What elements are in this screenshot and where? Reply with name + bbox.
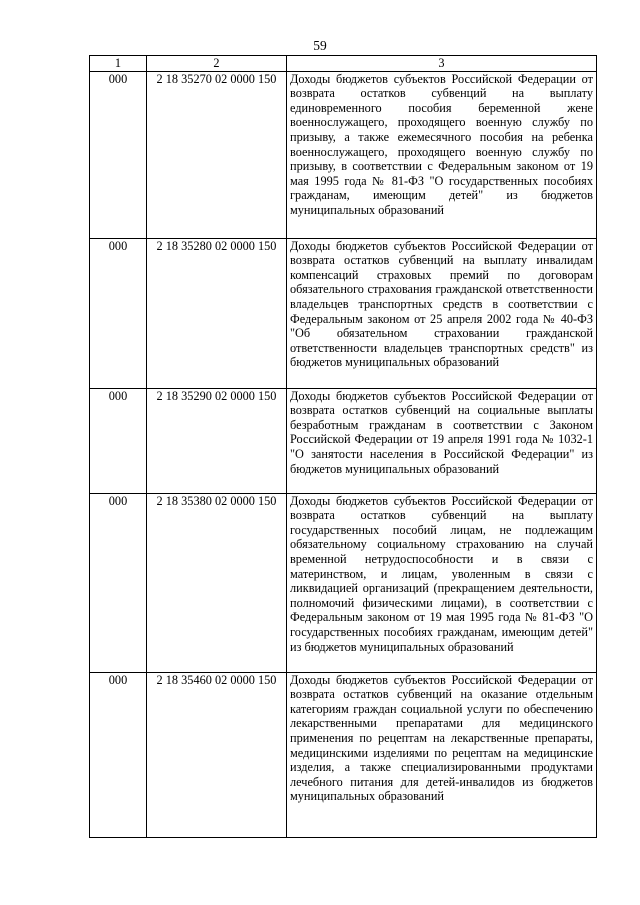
admin-code-cell: 000: [90, 238, 147, 388]
budget-revenue-table: [89, 55, 597, 838]
admin-code-cell: 000: [90, 71, 147, 238]
column-header-3: 3: [287, 56, 597, 72]
admin-code-cell: 000: [90, 493, 147, 672]
budget-code-cell: 2 18 35280 02 0000 150: [147, 238, 287, 388]
description-cell: Доходы бюджетов субъектов Российской Федерации от возврата остатков субвенций на выплату единовременного пособия беременной жене военнослужащего, проходящего военную службу по призыву, а также ежемесячного пособия на ребенка военнослужащего, проходящего военную службу по призыву, в соответствии с Федеральным законом от 19 мая 1995 года № 81-ФЗ "О государственных пособиях гражданам, имеющим детей" из бюджетов муниципальных образований: [287, 71, 597, 238]
budget-code-cell: 2 18 35290 02 0000 150: [147, 388, 287, 493]
description-cell: Доходы бюджетов субъектов Российской Федерации от возврата остатков субвенций на выплату инвалидам компенсаций страховых премий по договорам обязательного страхования гражданской ответственности владельцев транспортных средств в соответствии с Федеральным законом от 25 апреля 2002 года № 40-ФЗ "Об обязательном страховании гражданской ответственности владельцев транспортных средств" из бюджетов муниципальных образований: [287, 238, 597, 388]
description-cell: Доходы бюджетов субъектов Российской Федерации от возврата остатков субвенций на оказание отдельным категориям граждан социальной услуги по обеспечению лекарственными препаратами для медицинского применения по рецептам на лекарственные препараты, медицинскими изделиями по рецептам на медицинские изделия, а также специализированными продуктами лечебного питания для детей-инвалидов из бюджетов муниципальных образований: [287, 672, 597, 837]
table-header-row: [90, 56, 597, 72]
table-row: [90, 672, 597, 837]
budget-code-cell: 2 18 35380 02 0000 150: [147, 493, 287, 672]
table-row: [90, 388, 597, 493]
admin-code-cell: 000: [90, 672, 147, 837]
budget-code-cell: 2 18 35460 02 0000 150: [147, 672, 287, 837]
page-number: 59: [313, 38, 327, 53]
budget-code-cell: 2 18 35270 02 0000 150: [147, 71, 287, 238]
table-row: [90, 71, 597, 238]
admin-code-cell: 000: [90, 388, 147, 493]
column-header-1: 1: [90, 56, 147, 72]
column-header-2: 2: [147, 56, 287, 72]
description-cell: Доходы бюджетов субъектов Российской Федерации от возврата остатков субвенций на выплату государственных пособий лицам, не подлежащим обязательному социальному страхованию на случай временной нетрудоспособности и в связи с материнством, и лицам, уволенным в связи с ликвидацией организаций (прекращением деятельности, полномочий физическими лицами), в соответствии с Федеральным законом от 19 мая 1995 года № 81-ФЗ "О государственных пособиях гражданам, имеющим детей" из бюджетов муниципальных образований: [287, 493, 597, 672]
description-cell: Доходы бюджетов субъектов Российской Федерации от возврата остатков субвенций на социальные выплаты безработным гражданам в соответствии с Законом Российской Федерации от 19 апреля 1991 года № 1032-1 "О занятости населения в Российской Федерации" из бюджетов муниципальных образований: [287, 388, 597, 493]
table-row: [90, 493, 597, 672]
table-row: [90, 238, 597, 388]
